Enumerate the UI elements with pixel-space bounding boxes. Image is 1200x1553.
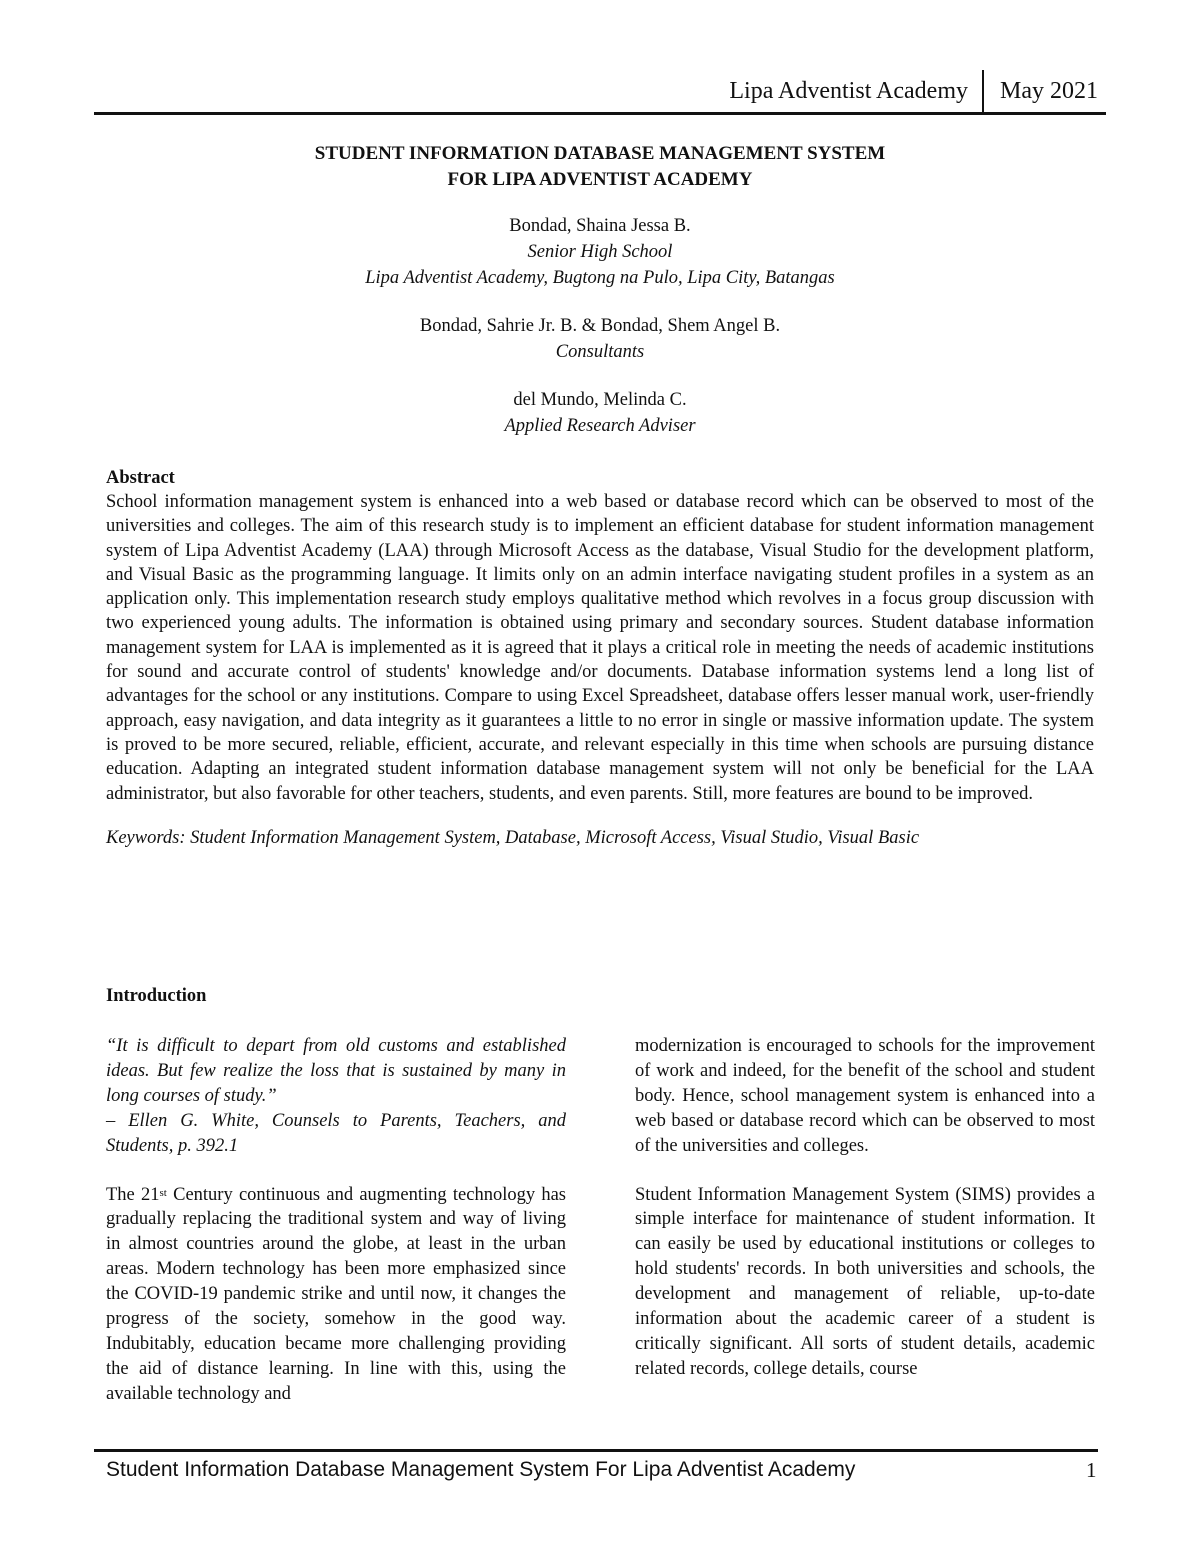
page-number: 1 — [1086, 1458, 1097, 1482]
epigraph-attribution: – Ellen G. White, Counsels to Parents, Teachers, and Students, p. 392.1 — [106, 1110, 566, 1156]
intro-paragraph-1 — [106, 1183, 566, 1407]
intro-p1-rest: Century continuous and augmenting technology has gradually replacing the traditional system and way of living in almost countries around the globe, at least in the urban areas. Modern technology has been more emphasized since the COVID-19 pandemic strike and until now, it changes the progress of the society, somehow in the good way. Indubitably, education became more challenging providing the aid of distance learning. In line with this, using the available technology and — [106, 1184, 566, 1404]
page-header — [94, 66, 1106, 116]
paper-title-line-1: STUDENT INFORMATION DATABASE MANAGEMENT SYSTEM — [314, 143, 886, 164]
title-block — [100, 141, 1100, 439]
introduction-right-column — [635, 1034, 1095, 1382]
ordinal-suffix: st — [159, 1186, 167, 1199]
author-block-1 — [100, 213, 1100, 439]
consultant-role: Consultants — [555, 342, 645, 362]
author-affiliation: Lipa Adventist Academy, Bugtong na Pulo, Lipa City, Batangas — [365, 268, 835, 288]
header-rule — [94, 112, 1106, 115]
header-separator — [982, 70, 984, 114]
footer-title: Student Information Database Management System For Lipa Adventist Academy — [106, 1458, 856, 1481]
intro-paragraph-2: modernization is encouraged to schools for the improvement of work and indeed, for the benefit of the school and student body. Hence, school management system is enhanced into a web based or database record which can be observed to most of the universities and colleges. — [635, 1036, 1095, 1156]
abstract-section — [106, 466, 1094, 850]
intro-p1-prefix: The 21 — [106, 1184, 160, 1205]
intro-paragraph-3: Student Information Management System (SIMS) provides a simple interface for maintenance of student information. It can easily be used by educational institutions or colleges to hold students' records. In both universities and schools, the development and management of reliable, up-to-date information about the academic career of a student is critically significant. All sorts of student details, academic related records, college details, course — [635, 1184, 1095, 1379]
introduction-heading: Introduction — [106, 986, 207, 1006]
abstract-heading: Abstract — [106, 468, 175, 488]
consultant-names: Bondad, Sahrie Jr. B. & Bondad, Shem Angel B. — [419, 316, 781, 336]
paper-title-line-2: FOR LIPA ADVENTIST ACADEMY — [447, 169, 753, 190]
author-role: Senior High School — [527, 242, 673, 262]
footer-rule — [94, 1449, 1098, 1452]
adviser-role: Applied Research Adviser — [504, 416, 696, 436]
abstract-body: School information management system is enhanced into a web based or database record which can be observed to most of the universities and colleges. The aim of this research study is to implement an efficient database for student information management system of Lipa Adventist Academy (LAA) through Microsoft Access as the database, Visual Studio for the development platform, and Visual Basic as the programming language. It limits only on an admin interface navigating student profiles in a system as an application only. This implementation research study employs qualitative method which revolves in a focus group discussion with two experienced young adults. The information is obtained using primary and secondary sources. Student database information management system for LAA is implemented as it is agreed that it plays a critical role in meeting the needs of academic institutions for sound and accurate control of students' knowledge and/or documents. Database information systems lend a long list of advantages for the school or any institutions. Compare to using Excel Spreadsheet, database offers lesser manual work, user-friendly approach, easy navigation, and data integrity as it guarantees a little to no error in single or massive information update. The system is proved to be more secured, reliable, efficient, accurate, and relevant especially in this time when schools are pursuing distance education. Adapting an integrated student information database management system will not only be beneficial for the LAA administrator, but also favorable for other teachers, students, and even parents. Still, more features are bound to be improved. — [106, 492, 1094, 804]
introduction-left-column — [106, 1034, 566, 1407]
header-date: May 2021 — [1000, 78, 1098, 104]
adviser-name: del Mundo, Melinda C. — [513, 390, 687, 410]
keywords: Keywords: Student Information Management System, Database, Microsoft Access, Visual Studio, Visual Basic — [106, 827, 920, 848]
author-name: Bondad, Shaina Jessa B. — [509, 216, 691, 236]
epigraph-quote: “It is difficult to depart from old customs and established ideas. But few realize the loss that is sustained by many in long courses of study.” — [106, 1036, 566, 1106]
header-school: Lipa Adventist Academy — [729, 78, 968, 104]
